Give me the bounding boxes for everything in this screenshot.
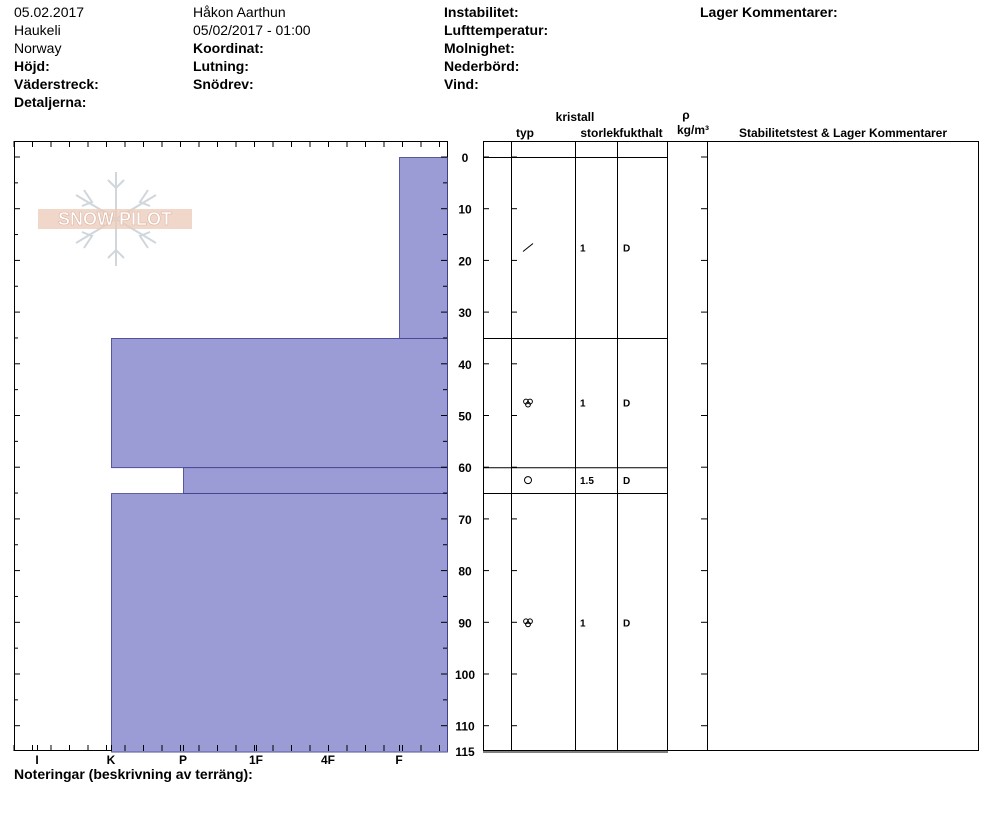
size-header: storlek	[580, 126, 620, 140]
x-tick-label: 4F	[320, 753, 336, 767]
type-header: typ	[516, 126, 534, 140]
grain-size-value: 1	[580, 243, 586, 255]
observer-name: Håkon Aarthun	[193, 4, 286, 20]
hardness-layer-bar	[112, 338, 448, 467]
y-tick-label: 10	[458, 202, 472, 217]
rounded-grains-icon	[524, 399, 533, 407]
melt-circle	[525, 477, 532, 484]
snowpilot-logo	[38, 172, 192, 266]
grain-size-value: 1.5	[580, 476, 594, 488]
moisture-value: D	[623, 398, 631, 410]
details-label: Detaljerna:	[14, 94, 87, 110]
wind-label: Vind:	[444, 76, 479, 92]
y-tick-label: 60	[458, 461, 472, 476]
y-tick-label: 80	[458, 564, 472, 579]
y-tick-label: 20	[458, 254, 472, 269]
y-tick-label: 0	[461, 151, 469, 165]
y-tick-label: 70	[458, 512, 472, 527]
layer-comments-label: Lager Kommentarer:	[700, 4, 838, 20]
hardness-layer-bar	[184, 468, 448, 494]
y-tick-label: 110	[455, 719, 475, 734]
moisture-value: D	[623, 618, 631, 630]
hardness-layer-bar	[400, 158, 448, 339]
y-tick-label: 30	[458, 306, 472, 321]
x-tick-label: I	[35, 753, 39, 767]
rounded-grains-icon	[524, 619, 533, 627]
moisture-value: D	[623, 243, 631, 255]
elevation-label: Höjd:	[14, 58, 50, 74]
location: Haukeli	[14, 22, 61, 38]
y-tick-label: 100	[454, 668, 476, 682]
aspect-label: Väderstreck:	[14, 76, 99, 92]
hardness-layer-bar	[112, 494, 448, 753]
y-tick-label: 50	[458, 409, 472, 424]
precip-stroke	[523, 243, 533, 251]
instability-label: Instabilitet:	[444, 4, 519, 20]
grain-size-value: 1	[580, 618, 586, 630]
grain-size-value: 1	[580, 398, 586, 410]
snow-drift-label: Snödrev:	[193, 76, 254, 92]
profile-date: 05.02.2017	[14, 4, 85, 20]
coordinate-label: Koordinat:	[193, 40, 264, 56]
logo-text: SNOW PILOT	[58, 209, 172, 229]
x-tick-label: P	[178, 753, 188, 767]
x-tick-label: K	[106, 753, 116, 767]
cloud-cover-label: Molnighet:	[444, 40, 515, 56]
stability-header: Stabilitetstest & Lager Kommentarer	[738, 126, 948, 140]
moisture-value: D	[623, 476, 631, 488]
rho-header: ρ	[682, 108, 690, 122]
melt-forms-icon	[525, 477, 532, 484]
precipitation-label: Nederbörd:	[444, 58, 520, 74]
layer-table	[484, 141, 979, 751]
density-header: kg/m³	[676, 123, 710, 137]
crystal-header: kristall	[555, 110, 595, 124]
observation-datetime: 05/02/2017 - 01:00	[193, 22, 311, 38]
y-tick-label: 40	[458, 357, 472, 372]
precipitation-particles-icon	[523, 243, 533, 251]
y-tick-label: 115	[455, 745, 475, 759]
x-tick-label: F	[395, 753, 403, 767]
x-tick-label: 1F	[248, 753, 264, 767]
country: Norway	[14, 40, 62, 56]
notes-label: Noteringar (beskrivning av terräng):	[14, 766, 253, 782]
y-tick-label: 90	[458, 616, 472, 631]
slope-label: Lutning:	[193, 58, 249, 74]
moisture-header: fukthalt	[619, 126, 663, 140]
air-temperature-label: Lufttemperatur:	[444, 22, 549, 38]
